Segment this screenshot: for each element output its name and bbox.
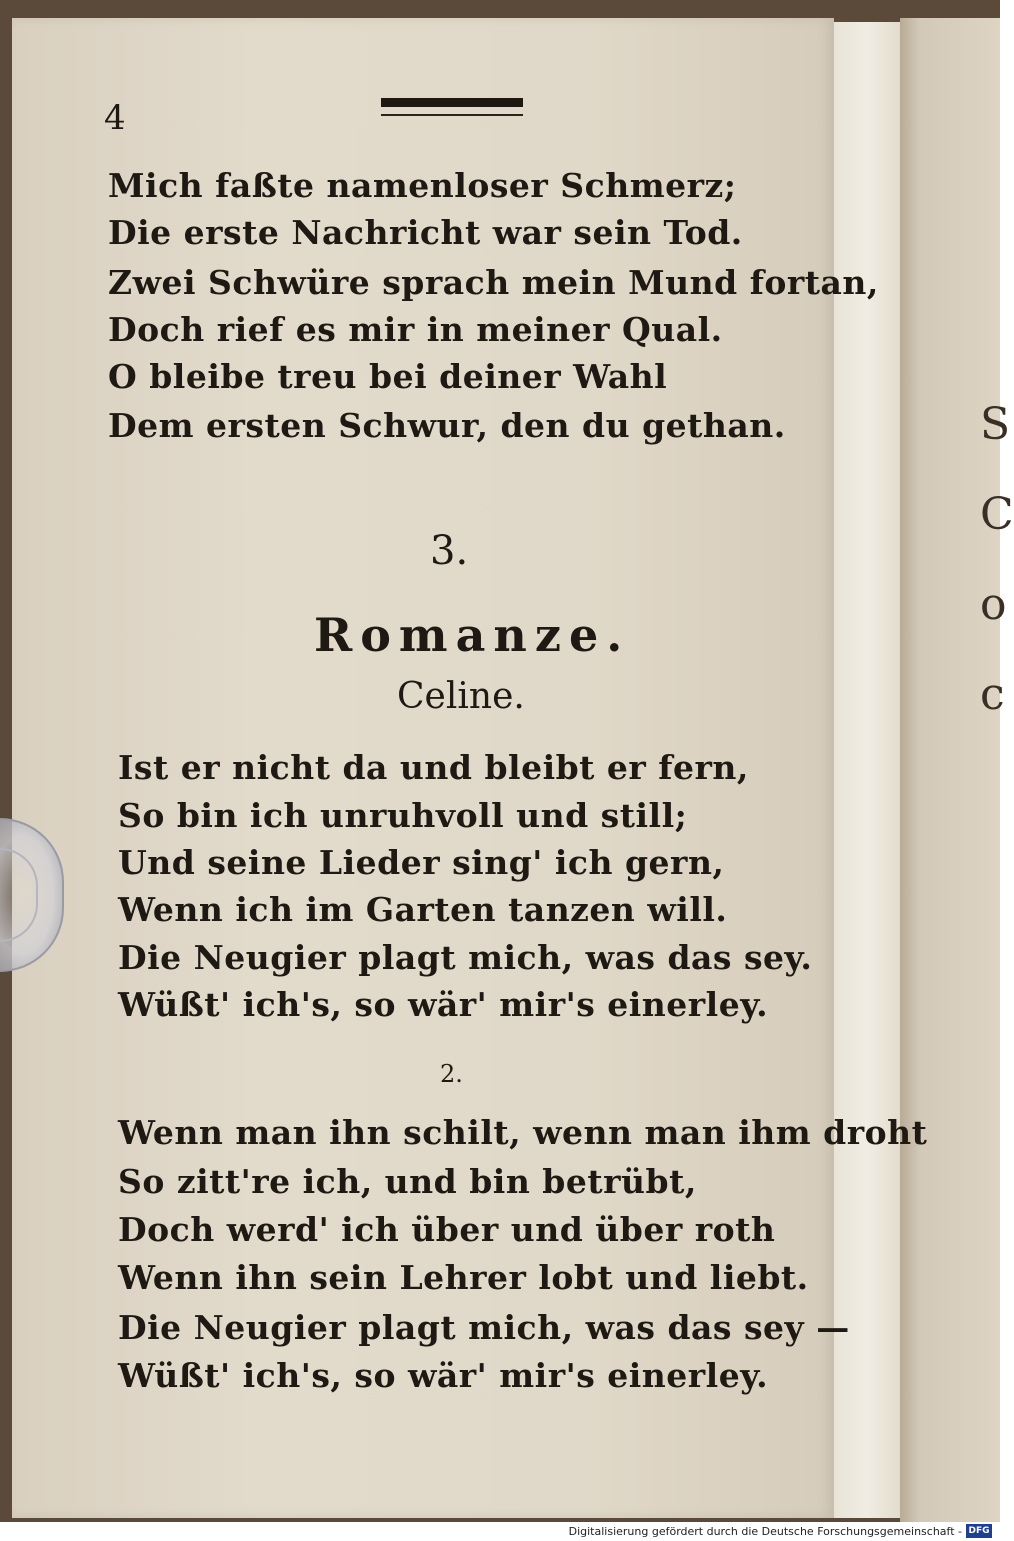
page-edge: [834, 22, 900, 1518]
stanza-line: Wenn ich im Garten tanzen will.: [118, 890, 728, 929]
dfg-logo: DFG: [966, 1524, 992, 1538]
poem-line: Mich faßte namenloser Schmerz;: [108, 166, 737, 205]
section-subtitle: Celine.: [397, 676, 525, 717]
footer-credit: Digitalisierung gefördert durch die Deutsche Forschungsgemeinschaft -: [568, 1525, 962, 1538]
stanza-line: Die Neugier plagt mich, was das sey.: [118, 938, 813, 977]
stanza-line: Wenn ihn sein Lehrer lobt und liebt.: [118, 1258, 809, 1297]
poem-line: Zwei Schwüre sprach mein Mund fortan,: [108, 263, 879, 302]
stanza-line: Wenn man ihn schilt, wenn man ihm droht: [118, 1113, 928, 1152]
stanza-line: Die Neugier plagt mich, was das sey —: [118, 1308, 850, 1347]
section-numeral: 3.: [430, 528, 469, 574]
stanza-line: So zitt're ich, und bin betrübt,: [118, 1162, 697, 1201]
adjacent-page-glyphs: S C o c: [980, 399, 1014, 720]
header-rule: [381, 98, 523, 107]
poem-line: Dem ersten Schwur, den du gethan.: [108, 406, 786, 445]
stanza-line: Wüßt' ich's, so wär' mir's einerley.: [118, 1356, 769, 1395]
stanza-line: So bin ich unruhvoll und still;: [118, 796, 688, 835]
stanza-line: Ist er nicht da und bleibt er fern,: [118, 748, 749, 787]
stanza-line: Doch werd' ich über und über roth: [118, 1210, 776, 1249]
section-title: Romanze.: [314, 608, 631, 662]
stanza-number: 2.: [440, 1060, 463, 1088]
header-rule-thin: [381, 114, 523, 116]
poem-line: O bleibe treu bei deiner Wahl: [108, 357, 668, 396]
poem-line: Die erste Nachricht war sein Tod.: [108, 213, 743, 252]
page-number: 4: [104, 98, 126, 138]
poem-line: Doch rief es mir in meiner Qual.: [108, 310, 723, 349]
stanza-line: Wüßt' ich's, so wär' mir's einerley.: [118, 985, 769, 1024]
stanza-line: Und seine Lieder sing' ich gern,: [118, 843, 725, 882]
